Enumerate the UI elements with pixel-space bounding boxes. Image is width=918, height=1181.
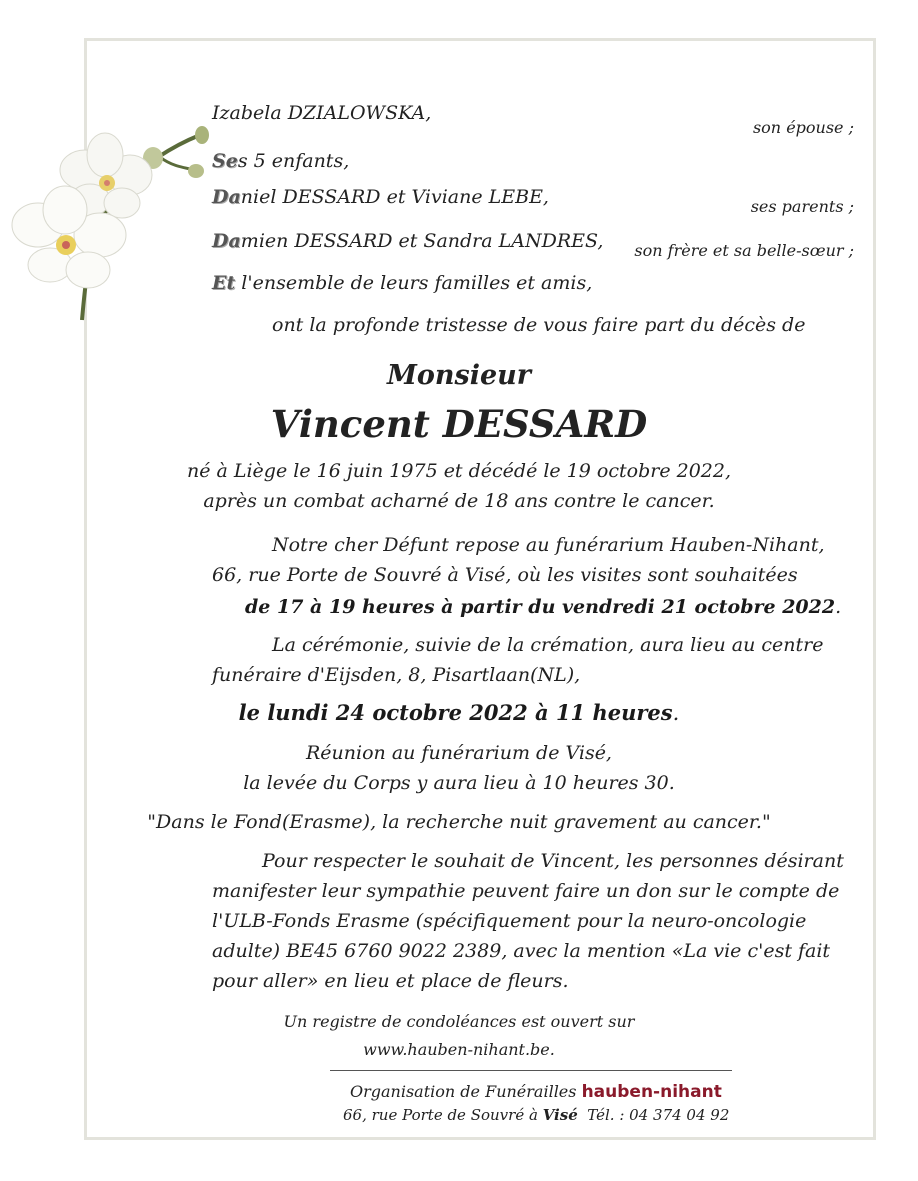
relation-parents: ses parents ; [750, 197, 854, 216]
drop-initial: Se [212, 150, 238, 172]
deceased-dates: né à Liège le 16 juin 1975 et décédé le 19 octobre 2022, [186, 460, 732, 482]
visits-line2: 66, rue Porte de Souvré à Visé, où les visites sont souhaitées [212, 564, 798, 586]
family-parents: Daniel DESSARD et Viviane LEBE, [212, 186, 549, 208]
footer-org: Organisation de Funérailles hauben-nihant [350, 1082, 722, 1102]
meeting-line2: la levée du Corps y aura lieu à 10 heures 30. [243, 772, 675, 794]
donation-line2: manifester leur sympathie peuvent faire un don sur le compte de [212, 880, 840, 902]
drop-initial: Da [212, 186, 241, 208]
condolences-line1: Un registre de condoléances est ouvert sur [283, 1012, 635, 1031]
drop-initial: Da [212, 230, 241, 252]
visits-line1: Notre cher Défunt repose au funérarium Hauben-Nihant, [272, 534, 825, 556]
drop-initial: Et [212, 272, 236, 294]
ceremony-line1: La cérémonie, suivie de la crémation, aura lieu au centre [272, 634, 824, 656]
announcement: ont la profonde tristesse de vous faire part du décès de [272, 314, 806, 336]
deceased-note: après un combat acharné de 18 ans contre le cancer. [203, 490, 715, 512]
relation-spouse: son épouse ; [752, 118, 854, 137]
family-children: Ses 5 enfants, [212, 150, 350, 172]
visits-hours: de 17 à 19 heures à partir du vendredi 21 octobre 2022. [245, 596, 842, 618]
quote: "Dans le Fond(Erasme), la recherche nuit gravement au cancer." [147, 811, 771, 833]
family-spouse: Izabela DZIALOWSKA, [212, 102, 432, 124]
donation-line3: l'ULB-Fonds Erasme (spécifiquement pour la neuro-oncologie [212, 910, 807, 932]
donation-line1: Pour respecter le souhait de Vincent, les personnes désirant [262, 850, 844, 872]
donation-line4: adulte) BE45 6760 9022 2389, avec la mention «La vie c'est fait [212, 940, 831, 962]
deceased-title: Monsieur [386, 360, 532, 391]
brand-logo: hauben-nihant [581, 1082, 722, 1102]
family-brother: Damien DESSARD et Sandra LANDRES, [212, 230, 604, 252]
relation-brother: son frère et sa belle-sœur ; [634, 241, 854, 260]
meeting-line1: Réunion au funérarium de Visé, [306, 742, 612, 764]
deceased-name: Vincent DESSARD [270, 402, 648, 446]
ceremony-line2: funéraire d'Eijsden, 8, Pisartlaan(NL), [212, 664, 581, 686]
family-all: Et l'ensemble de leurs familles et amis, [212, 272, 593, 294]
ceremony-date: le lundi 24 octobre 2022 à 11 heures. [238, 700, 680, 725]
footer-divider [330, 1070, 732, 1071]
footer-address: 66, rue Porte de Souvré à Visé Tél. : 04 374 04 92 [343, 1106, 730, 1124]
condolences-link[interactable]: www.hauben-nihant.be. [363, 1040, 555, 1059]
donation-line5: pour aller» en lieu et place de fleurs. [212, 970, 569, 992]
orchid-flower-icon [10, 125, 220, 325]
